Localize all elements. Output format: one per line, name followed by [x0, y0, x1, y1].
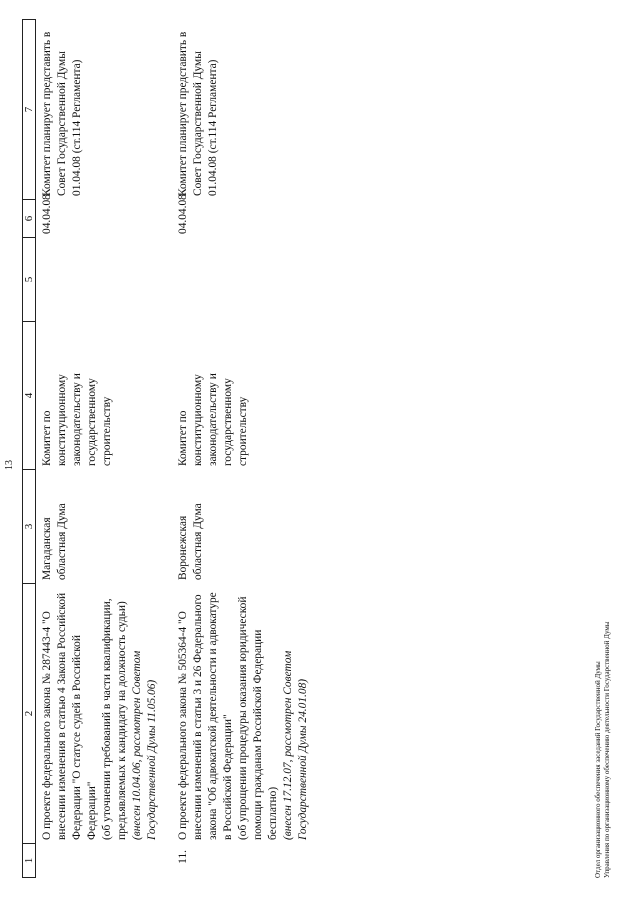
column-header-3: 3 [23, 470, 36, 584]
bill-title: О проекте федерального закона № 505364-4 "О внесении изменений в статьи 3 и 26 Федерального закона "Об адвокатской деятельности и адвокатуре в Российской Федерации" [177, 592, 234, 840]
page-number: 13 [4, 460, 15, 470]
committee-plan: Комитет планирует представить в Совет Государственной Думы 01.04.08 (ст.114 Регламента) [177, 31, 219, 196]
column-number-row [23, 20, 36, 878]
responsible-committee: Комитет по конституционному законодательству и государственному строительству [177, 373, 249, 466]
row-number: 11. [177, 850, 189, 864]
bill-date: 04.04.08 [177, 194, 189, 234]
footer-line-2: Управления по организационному обеспечению деятельности Государственной Думы [603, 621, 611, 878]
footer-line-1: Отдел организационного обеспечения заседаний Государственной Думы [594, 661, 602, 878]
bill-date: 04.04.08 [41, 194, 53, 234]
bill-subject: (об уточнении требований в части квалификации, предъявляемых к кандидату на должность судьи) [101, 598, 128, 840]
column-header-4: 4 [23, 322, 36, 470]
bill-initiator: Магаданская областная Дума [41, 503, 68, 580]
bill-note: (внесен 17.12.07, рассмотрен Советом Государственной Думы 24.01.08) [282, 650, 309, 840]
column-header-1: 1 [23, 844, 36, 878]
table-row [172, 20, 323, 878]
table-row [36, 20, 173, 878]
page-footer [594, 622, 612, 878]
bill-initiator: Воронежская областная Дума [177, 503, 204, 580]
column-header-5: 5 [23, 238, 36, 322]
row-number [36, 844, 173, 878]
column-header-2: 2 [23, 584, 36, 844]
bill-subject: (об упрощении процедуры оказания юридической помощи гражданам Российской Федерации бесплатно) [237, 596, 279, 840]
column-5-cell [172, 238, 323, 322]
bill-description [172, 584, 323, 844]
bill-title: О проекте федерального закона № 287443-4 "О внесении изменения в статью 4 Закона Российской Федерации "О статусе судей в Российской Федерации" [41, 592, 98, 840]
bill-description [36, 584, 173, 844]
column-5-cell [36, 238, 173, 322]
committee-plan: Комитет планирует представить в Совет Государственной Думы 01.04.08 (ст.114 Регламента) [41, 31, 83, 196]
bills-table [22, 19, 323, 878]
bill-note: (внесен 10.04.06, рассмотрен Советом Государственной Думы 11.05.06) [131, 650, 158, 840]
column-header-7: 7 [23, 20, 36, 200]
column-header-6: 6 [23, 200, 36, 238]
responsible-committee: Комитет по конституционному законодательству и государственному строительству [41, 373, 113, 466]
